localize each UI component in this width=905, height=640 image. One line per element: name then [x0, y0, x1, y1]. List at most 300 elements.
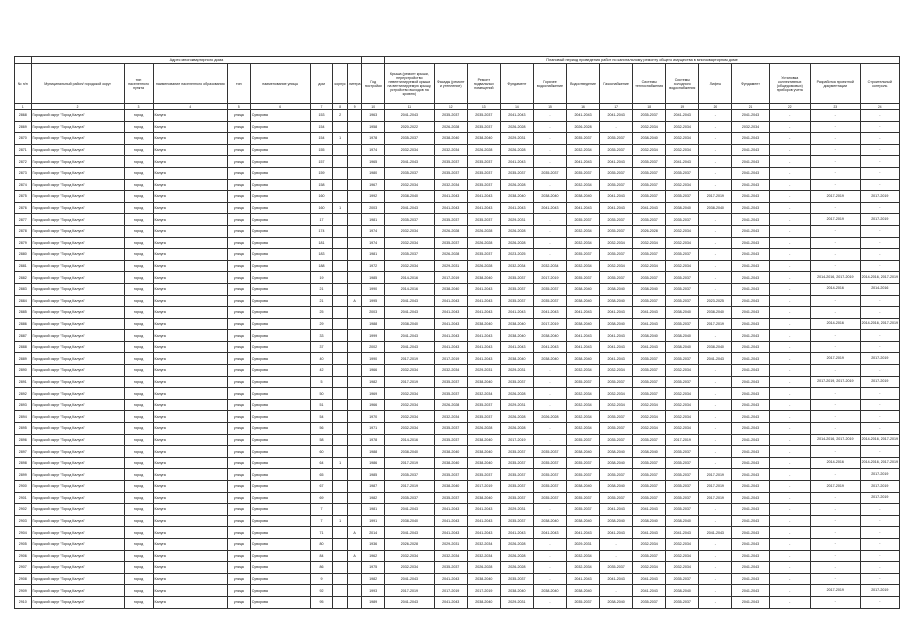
table-cell: 2035-2037 [385, 214, 435, 226]
table-cell [333, 527, 347, 539]
table-cell: 2032-2034 [434, 144, 467, 156]
table-cell: - [860, 133, 899, 145]
table-cell: 2032-2034 [434, 365, 467, 377]
table-cell: Суворова [250, 272, 310, 284]
table-cell: 2017-2019 [434, 353, 467, 365]
column-number: 6 [250, 104, 310, 110]
table-cell [333, 573, 347, 585]
table-cell: 54 [310, 411, 333, 423]
table-cell: 2032-2034 [434, 550, 467, 562]
table-cell: - [810, 110, 860, 122]
table-cell [347, 376, 361, 388]
column-number: 11 [385, 104, 435, 110]
table-cell: 1972 [362, 260, 385, 272]
table-cell [347, 121, 361, 133]
table-cell: 2035-2037 [434, 469, 467, 481]
table-cell: 2035-2037 [567, 596, 600, 608]
table-cell: 2041-2043 [732, 260, 769, 272]
table-cell: 2035-2037 [600, 492, 633, 504]
table-cell: - [699, 596, 732, 608]
table-cell [347, 365, 361, 377]
table-row [15, 144, 900, 156]
table-cell: 2903 [15, 515, 32, 527]
table-cell: Городской округ "Город Калуга" [31, 376, 124, 388]
table-cell: 2041-2043 [500, 527, 533, 539]
table-cell: 2035-2037 [385, 249, 435, 261]
table-cell: - [769, 121, 810, 133]
table-cell: 1962 [362, 550, 385, 562]
table-cell: - [533, 179, 566, 191]
table-cell: 2032-2034 [567, 411, 600, 423]
table-cell: 2886 [15, 318, 32, 330]
table-cell: 2038-2040 [467, 133, 500, 145]
table-cell: улица [227, 527, 250, 539]
table-cell: 2041-2043 [699, 353, 732, 365]
table-cell: 1987 [362, 481, 385, 493]
table-cell: - [699, 423, 732, 435]
table-cell [347, 214, 361, 226]
table-cell: 158 [310, 179, 333, 191]
table-cell [347, 283, 361, 295]
table-cell: 1981 [362, 249, 385, 261]
table-cell: Городской округ "Город Калуга" [31, 167, 124, 179]
table-row [15, 156, 900, 168]
table-cell: 2035-2037 [567, 504, 600, 516]
table-cell: Калуга [153, 179, 227, 191]
table-cell: 2868 [15, 110, 32, 122]
table-cell: - [810, 260, 860, 272]
table-cell: 2035-2037 [633, 214, 666, 226]
table-cell: Суворова [250, 330, 310, 342]
table-cell: 2888 [15, 341, 32, 353]
table-cell: 2032-2034 [385, 562, 435, 574]
table-cell: 2041-2043 [732, 515, 769, 527]
table-cell: 2041-2043 [467, 353, 500, 365]
table-cell: 2038-2040 [600, 457, 633, 469]
table-cell: Калуга [153, 469, 227, 481]
table-cell: 2035-2037 [567, 272, 600, 284]
table-cell: 2910 [15, 596, 32, 608]
table-cell: 160 [310, 202, 333, 214]
table-cell [347, 260, 361, 272]
table-cell: 2035-2037 [666, 167, 699, 179]
table-cell: 2035-2037 [666, 446, 699, 458]
column-number: 5 [227, 104, 250, 110]
table-cell: 2869 [15, 121, 32, 133]
table-cell: 2041-2043 [600, 353, 633, 365]
table-row [15, 330, 900, 342]
table-cell: 2035-2037 [600, 562, 633, 574]
table-cell: 25 [310, 307, 333, 319]
table-cell: - [533, 156, 566, 168]
table-cell: - [860, 295, 899, 307]
table-cell: 69 [310, 492, 333, 504]
table-cell: улица [227, 388, 250, 400]
table-cell: - [860, 446, 899, 458]
table-cell: Калуга [153, 388, 227, 400]
table-cell: 2035-2037 [666, 469, 699, 481]
table-cell: 2041-2043 [732, 295, 769, 307]
table-cell: 2026-2028 [500, 144, 533, 156]
column-header: наименование населенного образования [153, 64, 227, 104]
table-cell: 2041-2043 [732, 481, 769, 493]
table-cell: 1967 [362, 179, 385, 191]
table-cell: 2038-2040 [600, 446, 633, 458]
table-cell: 2035-2037 [567, 434, 600, 446]
table-cell: - [769, 550, 810, 562]
table-cell: 2041-2043 [732, 399, 769, 411]
table-cell [347, 272, 361, 284]
table-cell: 1936 [362, 538, 385, 550]
table-cell: город [124, 214, 153, 226]
table-cell: улица [227, 446, 250, 458]
table-cell: 2035-2037 [600, 423, 633, 435]
table-cell: город [124, 353, 153, 365]
table-cell: 2035-2037 [567, 214, 600, 226]
table-cell: 2038-2040 [434, 457, 467, 469]
table-cell: - [860, 307, 899, 319]
table-cell: 2041-2043 [567, 341, 600, 353]
table-cell: Городской округ "Город Калуга" [31, 225, 124, 237]
table-cell: 2017-2019 [666, 434, 699, 446]
table-cell: 2017-2019 [385, 481, 435, 493]
table-cell: 2041-2043 [533, 527, 566, 539]
group-header-address: Адрес многоквартирного дома [31, 57, 362, 64]
table-cell: Суворова [250, 457, 310, 469]
table-cell: 2032-2034 [666, 399, 699, 411]
table-cell: улица [227, 550, 250, 562]
table-cell: Суворова [250, 191, 310, 203]
table-cell: 2026-2028 [385, 538, 435, 550]
table-cell: - [699, 457, 732, 469]
table-cell: 2041-2043 [633, 318, 666, 330]
table-cell: 1 [333, 515, 347, 527]
table-cell: Калуга [153, 341, 227, 353]
table-cell: 174 [310, 225, 333, 237]
table-row [15, 225, 900, 237]
table-cell: 2017-2019 [810, 585, 860, 597]
table-cell: 2038-2040 [500, 191, 533, 203]
table-cell: 2035-2037 [666, 504, 699, 516]
table-cell: 2026-2028 [434, 399, 467, 411]
table-cell: 2035-2037 [666, 318, 699, 330]
table-cell: 1981 [362, 214, 385, 226]
table-row [15, 388, 900, 400]
table-cell [333, 353, 347, 365]
table-cell: 2032-2034 [385, 179, 435, 191]
table-cell: Суворова [250, 527, 310, 539]
table-cell: 2892 [15, 388, 32, 400]
table-cell: 2035-2037 [633, 249, 666, 261]
table-cell: 2032-2034 [567, 550, 600, 562]
table-cell: Городской округ "Город Калуга" [31, 504, 124, 516]
table-cell: Городской округ "Город Калуга" [31, 550, 124, 562]
table-cell: 2029-2031 [500, 399, 533, 411]
table-cell: 2026-2028 [500, 423, 533, 435]
table-cell: 2880 [15, 249, 32, 261]
table-cell: 1 [333, 202, 347, 214]
table-cell: 2041-2043 [732, 446, 769, 458]
table-cell: 2038-2040 [434, 283, 467, 295]
table-cell [347, 110, 361, 122]
table-cell: - [810, 121, 860, 133]
table-cell: Калуга [153, 249, 227, 261]
table-cell: Городской округ "Город Калуга" [31, 527, 124, 539]
table-cell [333, 260, 347, 272]
table-cell: Суворова [250, 283, 310, 295]
table-cell: 1999 [362, 330, 385, 342]
table-cell: 2041-2043 [434, 596, 467, 608]
table-cell: 2032-2034 [666, 260, 699, 272]
table-cell: - [769, 318, 810, 330]
table-cell: 2874 [15, 179, 32, 191]
table-cell: 2041-2043 [600, 191, 633, 203]
table-cell: Суворова [250, 376, 310, 388]
table-cell: А [347, 550, 361, 562]
table-cell: 2038-2040 [567, 515, 600, 527]
table-cell: - [860, 596, 899, 608]
table-cell: 2003 [362, 202, 385, 214]
table-cell: - [810, 573, 860, 585]
table-cell: улица [227, 237, 250, 249]
table-cell: Городской округ "Город Калуга" [31, 585, 124, 597]
table-cell: 2038-2040 [467, 492, 500, 504]
table-cell: 2032-2034 [600, 399, 633, 411]
table-cell: Городской округ "Город Калуга" [31, 330, 124, 342]
table-cell: 2038-2040 [467, 272, 500, 284]
table-cell: 2041-2043 [732, 191, 769, 203]
table-cell: 2902 [15, 504, 32, 516]
table-cell: 2038-2040 [467, 573, 500, 585]
table-row [15, 573, 900, 585]
column-number: 4 [153, 104, 227, 110]
table-cell: 80 [310, 538, 333, 550]
table-cell: 1966 [362, 365, 385, 377]
table-cell: 2032-2034 [666, 144, 699, 156]
table-cell: - [860, 225, 899, 237]
table-cell: 2038-2040 [699, 307, 732, 319]
table-cell: - [699, 585, 732, 597]
table-cell: улица [227, 515, 250, 527]
table-cell: 2038-2040 [633, 330, 666, 342]
table-cell: 2035-2037 [633, 167, 666, 179]
table-cell: 2014-2016, 2017-2019 [860, 318, 899, 330]
table-cell: 2038-2040 [600, 295, 633, 307]
table-cell: - [699, 133, 732, 145]
column-number: 20 [699, 104, 732, 110]
column-header: Фундамент [732, 64, 769, 104]
schedule-table [14, 56, 900, 609]
table-cell: 58 [310, 434, 333, 446]
table-cell [333, 330, 347, 342]
table-cell: 2029-2031 [434, 260, 467, 272]
table-cell: - [860, 550, 899, 562]
table-cell: город [124, 515, 153, 527]
table-cell: 2003 [362, 307, 385, 319]
table-row [15, 121, 900, 133]
table-cell: 2017-2019 [860, 353, 899, 365]
table-cell: 2038-2040 [500, 318, 533, 330]
table-cell: 2035-2037 [500, 272, 533, 284]
table-cell [333, 365, 347, 377]
table-cell: - [769, 365, 810, 377]
table-cell: 2032-2034 [434, 179, 467, 191]
table-cell: - [699, 538, 732, 550]
table-cell: Суворова [250, 434, 310, 446]
table-cell: Калуга [153, 225, 227, 237]
table-cell: 2038-2040 [434, 446, 467, 458]
table-cell: - [699, 411, 732, 423]
table-cell: Суворова [250, 295, 310, 307]
table-cell: 2035-2037 [600, 249, 633, 261]
table-cell: 2 [333, 110, 347, 122]
table-cell: 2017-2019 [533, 272, 566, 284]
table-cell: 2038-2040 [385, 515, 435, 527]
table-cell: Калуга [153, 504, 227, 516]
table-cell: Калуга [153, 527, 227, 539]
table-cell: 2038-2040 [699, 202, 732, 214]
table-cell: 2041-2043 [385, 341, 435, 353]
table-cell: Суворова [250, 504, 310, 516]
table-cell: 2032-2034 [633, 144, 666, 156]
table-cell: 2041-2043 [732, 133, 769, 145]
table-cell: 2032-2034 [633, 562, 666, 574]
table-cell: А [347, 295, 361, 307]
table-cell: улица [227, 156, 250, 168]
table-row [15, 133, 900, 145]
table-row [15, 365, 900, 377]
table-cell: 2026-2028 [500, 411, 533, 423]
table-cell: 2905 [15, 538, 32, 550]
table-cell: - [699, 167, 732, 179]
table-cell: Калуга [153, 167, 227, 179]
table-cell: - [810, 538, 860, 550]
table-cell: Суворова [250, 481, 310, 493]
table-cell: 2041-2043 [434, 295, 467, 307]
table-cell: - [769, 272, 810, 284]
table-cell: Городской округ "Город Калуга" [31, 272, 124, 284]
table-cell: - [769, 481, 810, 493]
table-cell [347, 492, 361, 504]
table-cell: 2017-2019 [533, 318, 566, 330]
table-cell: 2035-2037 [533, 492, 566, 504]
table-cell: 2041-2043 [434, 573, 467, 585]
table-cell: 2014-2016 [810, 283, 860, 295]
table-cell: город [124, 202, 153, 214]
group-header-blank [362, 57, 385, 64]
table-row [15, 411, 900, 423]
table-cell: 2035-2037 [500, 283, 533, 295]
table-cell: улица [227, 133, 250, 145]
table-cell: - [600, 538, 633, 550]
table-cell: город [124, 573, 153, 585]
table-cell: - [699, 573, 732, 585]
table-cell: город [124, 144, 153, 156]
table-cell: 95 [310, 596, 333, 608]
table-cell: 2032-2034 [633, 260, 666, 272]
table-cell: Суворова [250, 249, 310, 261]
table-cell: - [533, 144, 566, 156]
table-cell: - [533, 225, 566, 237]
table-cell: Калуга [153, 202, 227, 214]
table-cell: 2035-2037 [385, 469, 435, 481]
table-cell: Калуга [153, 481, 227, 493]
table-cell: - [810, 365, 860, 377]
column-header: Крыша (ремонт крыши, переустройство невентилируемой крыши на вентилируемую крышу, устройство выходов на кровлю) [385, 64, 435, 104]
table-cell: 2017-2019 [434, 585, 467, 597]
table-cell: 2041-2043 [732, 469, 769, 481]
column-header: Строительный контроль [860, 64, 899, 104]
table-cell: 2041-2043 [732, 318, 769, 330]
table-cell: Суворова [250, 573, 310, 585]
table-cell: 2035-2037 [666, 191, 699, 203]
table-cell: Суворова [250, 110, 310, 122]
table-cell: Калуга [153, 121, 227, 133]
table-cell: 2038-2040 [385, 318, 435, 330]
table-row [15, 481, 900, 493]
table-cell: 2032-2034 [467, 550, 500, 562]
table-cell: 2038-2040 [666, 330, 699, 342]
table-cell [333, 550, 347, 562]
table-cell: 2035-2037 [500, 457, 533, 469]
table-cell: улица [227, 353, 250, 365]
table-cell: улица [227, 121, 250, 133]
table-cell: 2882 [15, 272, 32, 284]
table-cell: Суворова [250, 214, 310, 226]
table-cell: 2041-2043 [385, 504, 435, 516]
table-cell: Суворова [250, 353, 310, 365]
table-cell: - [533, 399, 566, 411]
table-cell: 2041-2043 [732, 457, 769, 469]
table-cell: 2038-2040 [533, 585, 566, 597]
table-cell: Калуга [153, 272, 227, 284]
table-cell: 2035-2037 [467, 156, 500, 168]
table-cell: 2035-2037 [633, 434, 666, 446]
table-cell: 2035-2037 [434, 237, 467, 249]
column-number: 21 [732, 104, 769, 110]
table-cell: Городской округ "Город Калуга" [31, 214, 124, 226]
table-cell: - [810, 492, 860, 504]
table-cell: - [699, 260, 732, 272]
table-cell: 65 [310, 469, 333, 481]
table-cell [333, 156, 347, 168]
column-header: Газоснабжение [600, 64, 633, 104]
table-cell: 2885 [15, 307, 32, 319]
table-cell: 2032-2034 [666, 133, 699, 145]
table-row [15, 434, 900, 446]
table-cell: - [769, 307, 810, 319]
table-cell [333, 492, 347, 504]
table-cell: 84 [310, 550, 333, 562]
column-header: Разработка проектной документации [810, 64, 860, 104]
table-cell: улица [227, 295, 250, 307]
column-number: 14 [500, 104, 533, 110]
table-cell: Городской округ "Город Калуга" [31, 260, 124, 272]
table-cell: 2035-2037 [467, 121, 500, 133]
table-cell: - [769, 330, 810, 342]
table-cell: - [810, 411, 860, 423]
table-cell [333, 237, 347, 249]
table-cell: 2041-2043 [500, 307, 533, 319]
table-cell: город [124, 121, 153, 133]
column-header: наименование улицы [250, 64, 310, 104]
table-cell: Калуга [153, 596, 227, 608]
table-cell: - [860, 156, 899, 168]
table-cell: город [124, 330, 153, 342]
table-cell: 2041-2043 [732, 144, 769, 156]
table-row [15, 237, 900, 249]
table-cell: - [769, 596, 810, 608]
